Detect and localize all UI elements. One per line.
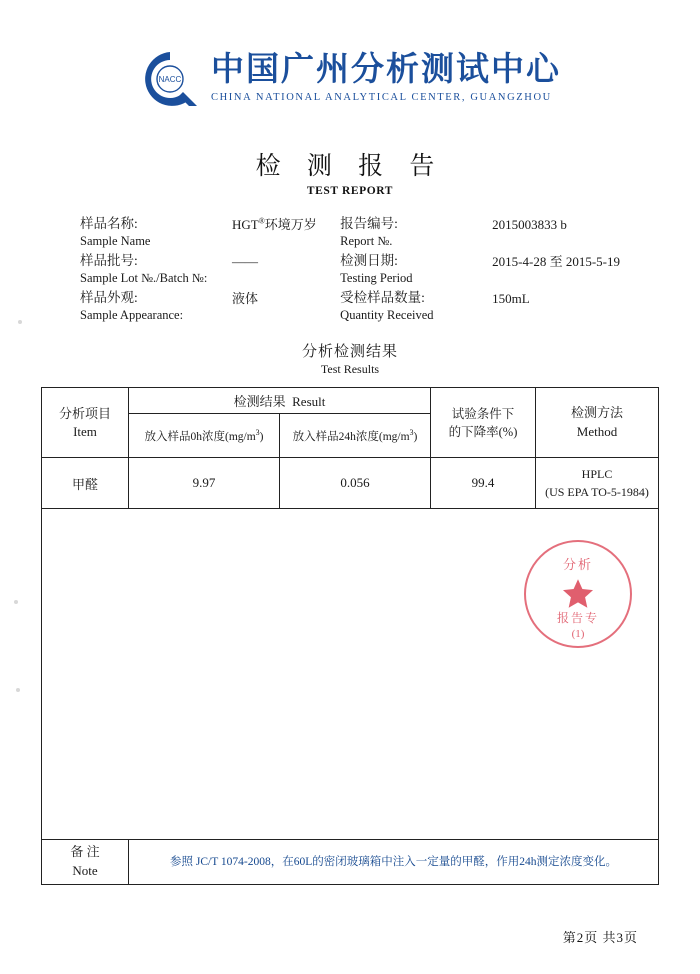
header-result-24h-tail: ) <box>413 430 418 443</box>
blank-cell <box>42 509 659 840</box>
scan-artifact <box>18 320 22 324</box>
header-item <box>42 388 129 458</box>
header-result-group <box>129 388 431 414</box>
label-report-number-cn: 报告编号: <box>340 216 398 231</box>
cell-method <box>536 458 659 509</box>
value-sample-lot: —— <box>232 254 258 270</box>
header-result-group-cn: 检测结果 <box>233 394 286 410</box>
label-sample-lot-cn: 样品批号: <box>80 253 138 269</box>
header-result-0h <box>129 414 280 458</box>
stamp-number: (1) <box>571 628 585 640</box>
header-method-en: Method <box>576 423 618 439</box>
header-condition-line2: 的下降率(%) <box>448 424 518 439</box>
scan-artifact <box>16 688 20 692</box>
svg-text:NACC: NACC <box>158 75 182 84</box>
page-number-footer: 第2页 共3页 <box>562 930 638 945</box>
report-title-cn: 检 测 报 告 <box>255 153 445 180</box>
meta-row-sample-appearance <box>80 289 340 324</box>
label-sample-name-en: Sample Name <box>80 234 151 249</box>
note-label-cn: 备 注 <box>70 844 100 860</box>
scan-artifact <box>14 600 18 604</box>
header-result-24h-sup: 3 <box>409 427 414 437</box>
table-note-row <box>42 840 659 885</box>
label-testing-period-cn: 检测日期: <box>340 253 398 269</box>
nacc-logo-icon <box>139 48 201 110</box>
value-report-number: 2015003833 b <box>492 217 567 232</box>
metadata-right-column <box>340 215 620 326</box>
table-header-row-1 <box>42 388 659 414</box>
results-heading <box>0 340 700 377</box>
label-sample-appearance-cn: 样品外观: <box>80 290 138 306</box>
cell-item: 甲醛 <box>42 458 129 509</box>
header-result-0h-sup: 3 <box>255 427 260 437</box>
note-label <box>42 840 129 885</box>
stamp-top-text: 分析 <box>562 557 593 572</box>
header-condition <box>431 388 536 458</box>
label-sample-appearance-en: Sample Appearance: <box>80 308 184 323</box>
meta-row-sample-name <box>80 215 340 250</box>
value-sample-name: HGT®环境万岁 <box>232 216 317 232</box>
label-quantity-received-en: Quantity Received <box>340 308 434 323</box>
label-sample-name-cn: 样品名称: <box>80 216 138 231</box>
table-blank-area <box>42 509 659 840</box>
note-text: 参照 JC/T 1074-2008，在60L的密闭玻璃箱中注入一定量的甲醛，作用24h测定浓度变化。 <box>129 840 659 885</box>
cell-method-line1: HPLC <box>581 467 613 482</box>
cell-reduction: 99.4 <box>431 458 536 509</box>
header-condition-line1: 试验条件下 <box>451 406 515 421</box>
cell-result-24h: 0.056 <box>280 458 431 509</box>
header-method-cn: 检测方法 <box>570 404 623 420</box>
results-heading-en: Test Results <box>320 362 380 377</box>
header-method <box>536 388 659 458</box>
value-testing-period: 2015-4-28 至 2015-5-19 <box>492 254 620 270</box>
label-sample-lot-en: Sample Lot №./Batch №: <box>80 271 208 286</box>
report-header <box>0 0 700 110</box>
header-item-cn: 分析项目 <box>58 405 111 421</box>
meta-row-sample-lot <box>80 252 340 287</box>
header-result-24h-text: 放入样品24h浓度(mg/m <box>292 430 410 443</box>
header-result-group-en: Result <box>292 394 326 410</box>
meta-row-report-number <box>340 215 620 250</box>
sample-metadata <box>0 215 700 326</box>
header-item-en: Item <box>73 423 97 439</box>
value-quantity-received: 150mL <box>492 291 530 307</box>
meta-row-testing-period <box>340 252 620 287</box>
results-heading-cn: 分析检测结果 <box>301 344 398 361</box>
metadata-left-column <box>80 215 340 326</box>
header-result-0h-tail: ) <box>259 430 264 443</box>
organization-name-en: CHINA NATIONAL ANALYTICAL CENTER, GUANGZHOU <box>211 92 552 104</box>
value-sample-appearance: 液体 <box>232 291 259 307</box>
label-quantity-received-cn: 受检样品数量: <box>340 290 425 306</box>
results-table <box>41 387 659 885</box>
cell-result-0h: 9.97 <box>129 458 280 509</box>
organization-logo <box>139 48 561 110</box>
meta-row-quantity-received <box>340 289 620 324</box>
label-report-number-en: Report №. <box>340 234 393 249</box>
header-result-0h-text: 放入样品0h浓度(mg/m <box>144 430 256 443</box>
cell-method-line2: (US EPA TO-5-1984) <box>545 485 649 500</box>
report-title <box>0 146 700 197</box>
report-title-en: TEST REPORT <box>306 185 394 197</box>
organization-name-cn: 中国广州分析测试中心 <box>211 52 561 89</box>
label-testing-period-en: Testing Period <box>340 271 413 286</box>
header-result-24h <box>280 414 431 458</box>
note-label-en: Note <box>72 863 98 879</box>
stamp-bottom-text: 报告专 <box>556 611 599 625</box>
table-row <box>42 458 659 509</box>
